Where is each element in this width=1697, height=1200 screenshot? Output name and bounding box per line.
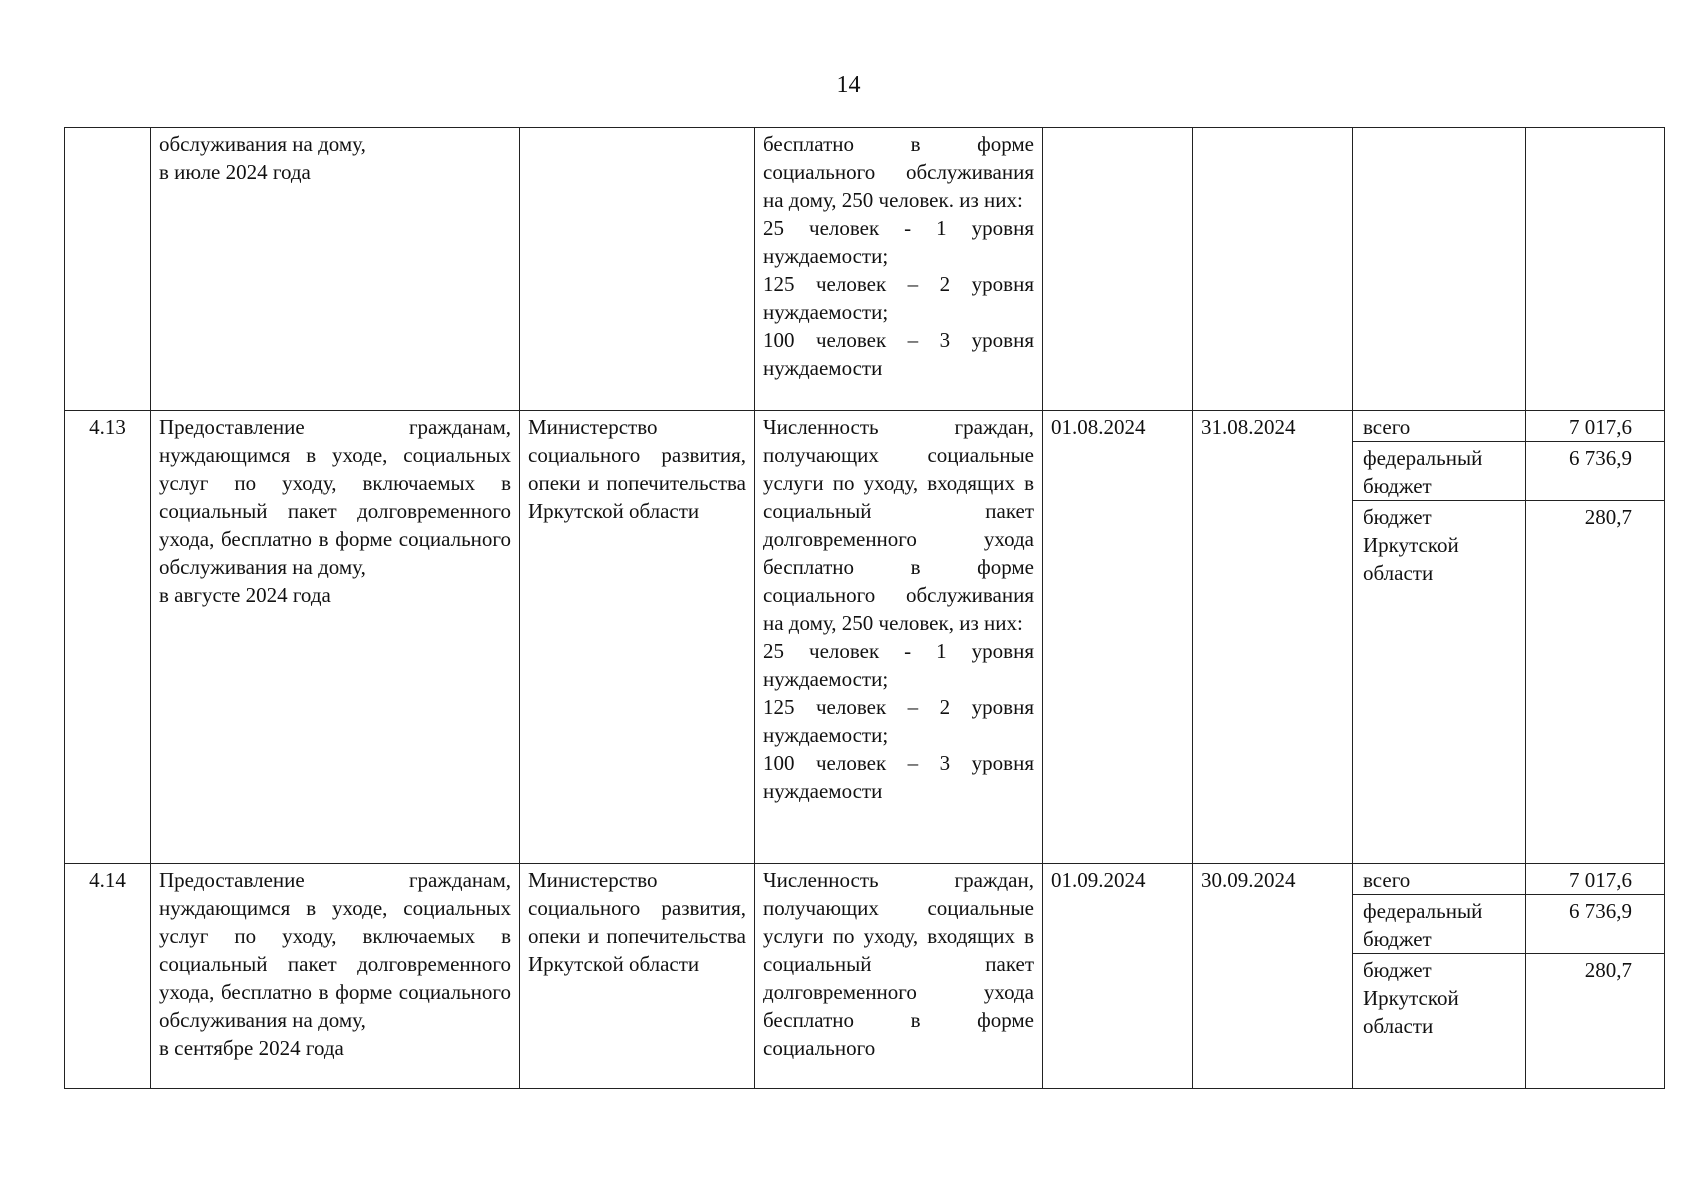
financing-amount: 280,7: [1525, 501, 1664, 864]
end-date-cell: [1193, 128, 1353, 411]
financing-amount: 7 017,6: [1569, 415, 1632, 439]
measure-text: Предоставление гражданам, нуждающимся в уходе, социальных услуг по уходу, включаемых в социальный пакет долговременного ухода, бесплатно в форме социального обслуживания на дому, в августе 2024 года: [159, 415, 511, 607]
financing-cell: [1353, 128, 1665, 411]
executor-cell: [520, 128, 755, 411]
table-row: [65, 411, 1665, 864]
financing-source: всего: [1353, 864, 1525, 895]
indicator-cell: [755, 864, 1043, 1089]
indicator-text: бесплатно в форме социального обслуживания на дому, 250 человек. из них: 25 человек - 1 уровня нуждаемости; 125 человек – 2 уровня нуждаемости; 100 человек – 3 уровня нуждаемости: [763, 132, 1034, 380]
table-row-continuation: [65, 128, 1665, 411]
indicator-cell: [755, 128, 1043, 411]
measure-cell: [151, 864, 520, 1089]
start-date: 01.08.2024: [1043, 411, 1193, 864]
indicator-cell: [755, 411, 1043, 864]
row-number-cell: [65, 128, 151, 411]
table-row: [65, 864, 1665, 1089]
measure-cell: [151, 128, 520, 411]
financing-source: федеральный бюджет: [1353, 442, 1525, 501]
measures-table: [64, 127, 1665, 1089]
executor-text: Министерство социального развития, опеки и попечительства Иркутской области: [528, 868, 746, 976]
executor-text: Министерство социального развития, опеки и попечительства Иркутской области: [528, 415, 746, 523]
measure-cell: [151, 411, 520, 864]
financing-source: всего: [1353, 411, 1525, 442]
row-number: 4.14: [65, 864, 151, 1089]
financing-amount: 6 736,9: [1525, 442, 1664, 501]
page-number: 14: [836, 72, 861, 98]
financing-amount: 7 017,6: [1569, 868, 1632, 892]
financing-source: бюджет Иркутской области: [1353, 954, 1525, 1089]
financing-source: [1353, 128, 1525, 410]
financing-source: федеральный бюджет: [1353, 895, 1525, 954]
financing-cell: [1353, 411, 1665, 864]
executor-cell: [520, 864, 755, 1089]
financing-cell: [1353, 864, 1665, 1089]
financing-amount: [1525, 128, 1664, 410]
measure-text: обслуживания на дому, в июле 2024 года: [159, 132, 366, 184]
measure-text: Предоставление гражданам, нуждающимся в уходе, социальных услуг по уходу, включаемых в социальный пакет долговременного ухода, бесплатно в форме социального обслуживания на дому, в сентябре 2024 года: [159, 868, 511, 1060]
indicator-text: Численность граждан, получающих социальные услуги по уходу, входящих в социальный пакет долговременного ухода бесплатно в форме социального обслуживания на дому, 250 человек, из них: 25 человек - 1 уровня нуждаемости; 125 человек – 2 уровня нуждаемости; 100 человек – 3 уровня нуждаемости: [763, 415, 1034, 803]
financing-amount: 280,7: [1525, 954, 1664, 1089]
start-date-cell: [1043, 128, 1193, 411]
end-date: 31.08.2024: [1193, 411, 1353, 864]
start-date: 01.09.2024: [1043, 864, 1193, 1089]
end-date: 30.09.2024: [1193, 864, 1353, 1089]
indicator-text: Численность граждан, получающих социальные услуги по уходу, входящих в социальный пакет долговременного ухода бесплатно в форме социального: [763, 868, 1034, 1060]
financing-amount: 6 736,9: [1525, 895, 1664, 954]
executor-cell: [520, 411, 755, 864]
financing-source: бюджет Иркутской области: [1353, 501, 1525, 864]
row-number: 4.13: [65, 411, 151, 864]
